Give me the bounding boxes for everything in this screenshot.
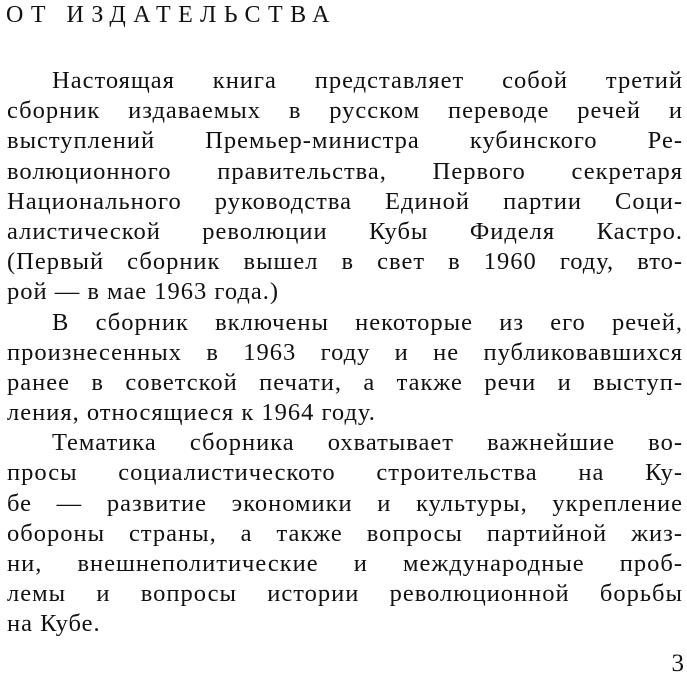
paragraph-2-line-3: ранее в советской печати, а также речи и выступ- <box>7 368 683 396</box>
paragraph-3-line-2: просы социалистическото строительства на Ку- <box>7 459 683 487</box>
page-number: 3 <box>671 650 684 677</box>
paragraph-1-line-6: алистической революции Кубы Фиделя Кастро. <box>7 217 683 245</box>
paragraph-1-line-4: волюционного правительства, Первого секретаря <box>7 157 683 185</box>
section-heading: ОТ ИЗДАТЕЛЬСТВА <box>6 2 337 28</box>
paragraph-1-line-7: (Первый сборник вышел в свет в 1960 году, вто- <box>7 248 683 276</box>
paragraph-3-line-1: Тематика сборника охватывает важнейшие во- <box>52 429 683 457</box>
body-text <box>7 66 683 640</box>
paragraph-3-line-4: обороны страны, а также вопросы партийной жиз- <box>7 519 683 547</box>
paragraph-1-line-5: Национального руководства Единой партии Соци- <box>7 187 683 215</box>
paragraph-2-line-1: В сборник включены некоторые из его речей, <box>52 308 683 336</box>
paragraph-2-line-2: произнесенных в 1963 году и не публиковавшихся <box>7 338 683 366</box>
paragraph-1-line-1: Настоящая книга представляет собой третий <box>52 67 683 94</box>
paragraph-1-line-3: выступлений Премьер-министра кубинского Ре- <box>7 127 683 155</box>
paragraph-3-line-6: лемы и вопросы истории революционной борьбы <box>7 580 683 608</box>
paragraph-3-line-7: на Кубе. <box>7 610 101 638</box>
paragraph-3-line-3: бе — развитие экономики и культуры, укрепление <box>7 489 683 517</box>
paragraph-2-line-4: ления, относящиеся к 1964 году. <box>7 399 376 427</box>
paragraph-3-line-5: ни, внешнеполитические и международные проб- <box>7 550 683 577</box>
paragraph-1-line-8: рой — в мае 1963 года.) <box>7 278 279 306</box>
paragraph-1-line-2: сборник издаваемых в русском переводе речей и <box>7 97 683 125</box>
